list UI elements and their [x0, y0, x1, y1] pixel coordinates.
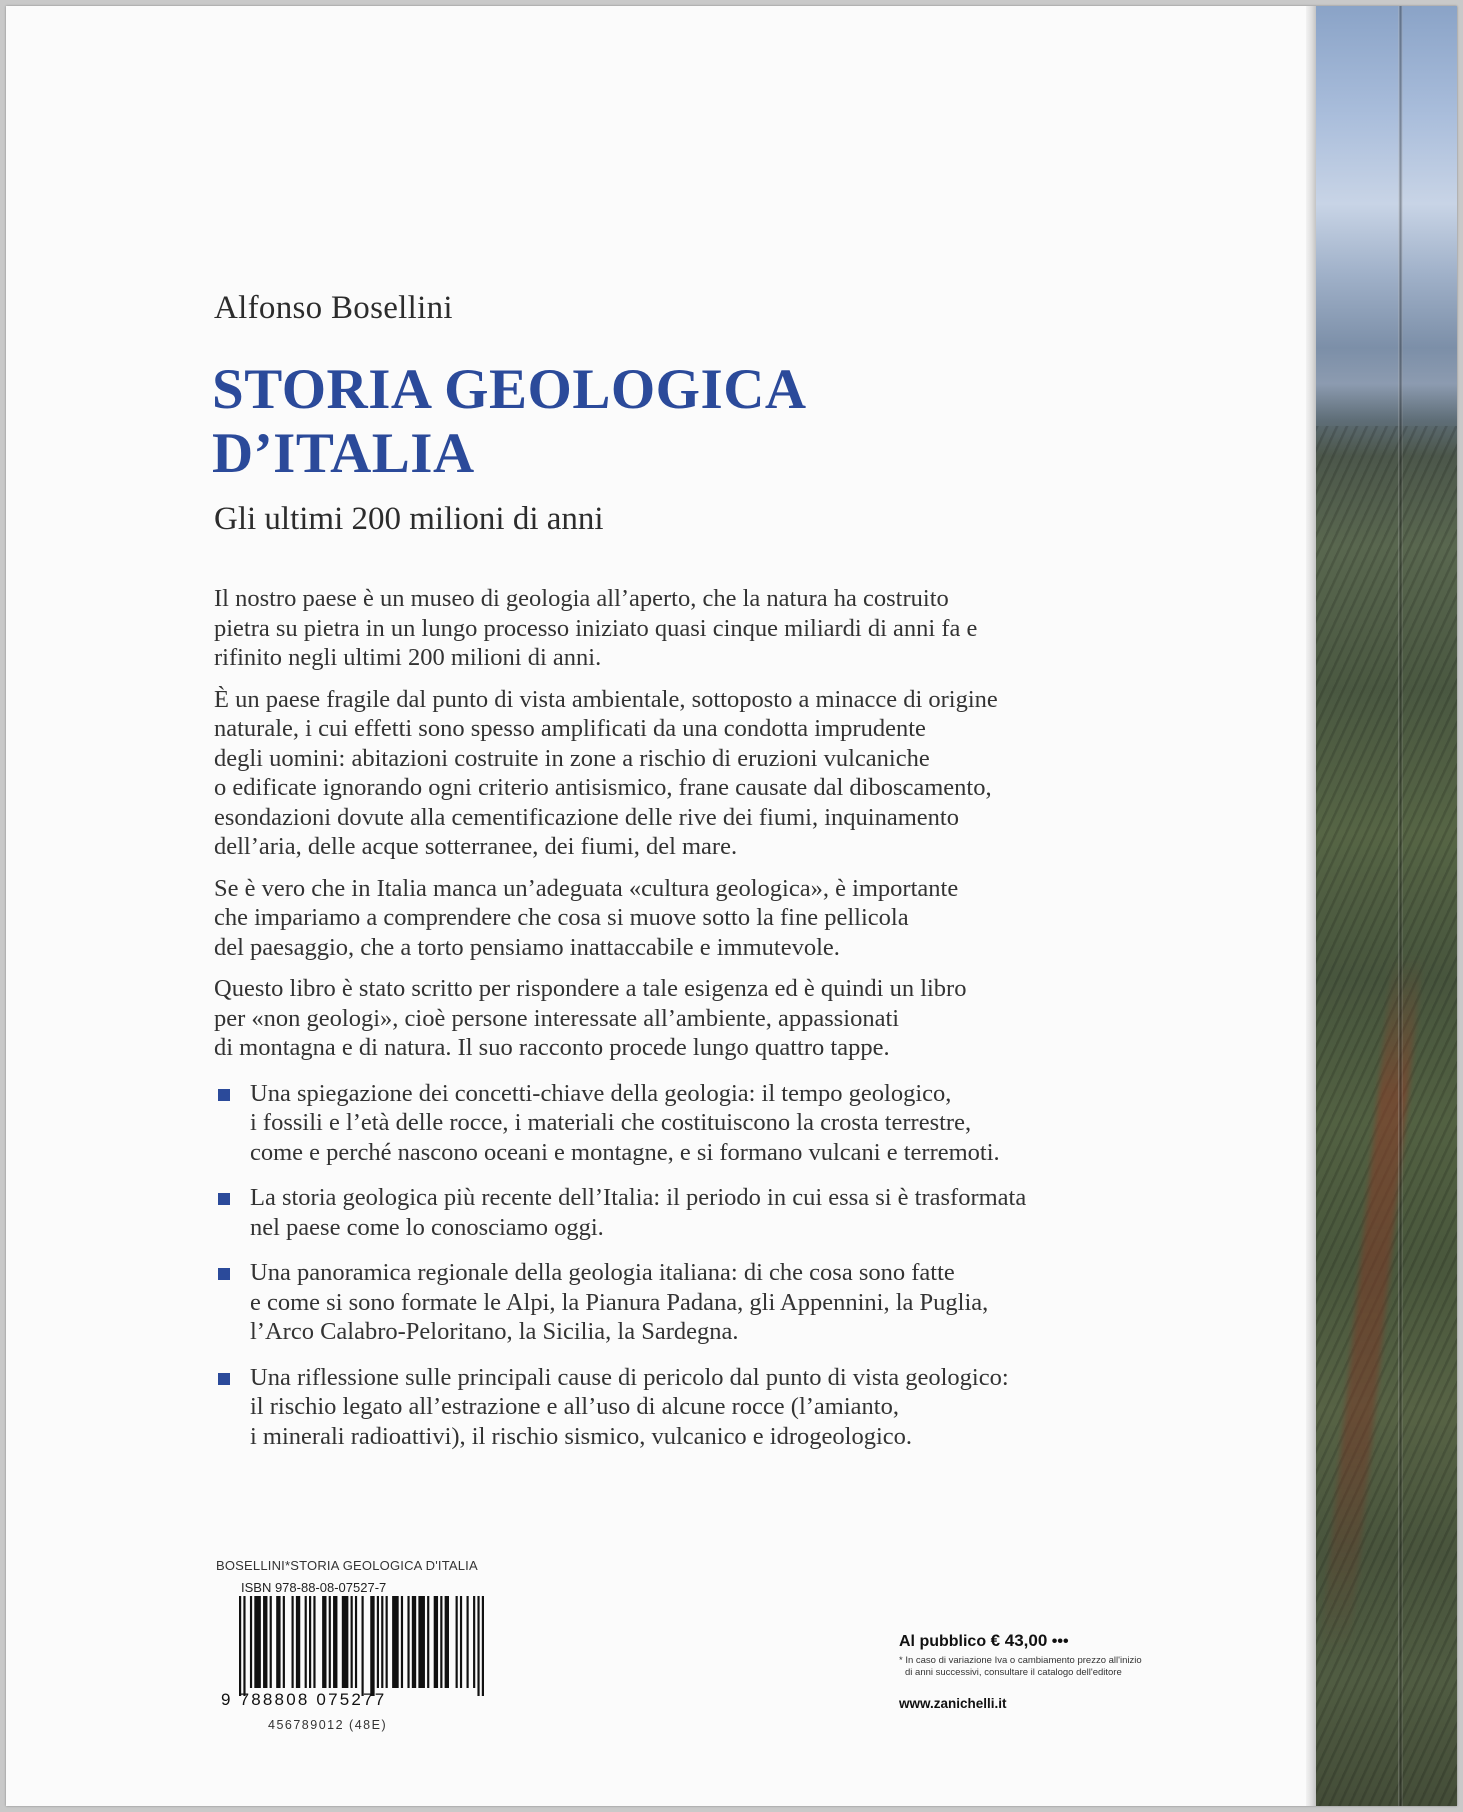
price-note-line-1: * In caso di variazione Iva o cambiamento prezzo all'inizio	[899, 1655, 1142, 1666]
text-line: che impariamo a comprendere che cosa si muove sotto la fine pellicola	[214, 904, 909, 931]
text-line: Se è vero che in Italia manca un’adeguata «cultura geologica», è importante	[214, 874, 959, 902]
text-line: È un paese fragile dal punto di vista ambientale, sottoposto a minacce di origine	[214, 685, 998, 713]
barcode-bar	[370, 1596, 374, 1696]
list-item	[214, 1363, 1084, 1452]
text-line: naturale, i cui effetti sono spesso amplificati da una condotta imprudente	[214, 715, 926, 742]
barcode-bar	[309, 1596, 311, 1688]
barcode-bar	[456, 1596, 458, 1688]
barcode-bar	[434, 1596, 438, 1688]
barcode-bar	[381, 1596, 383, 1688]
price-note-line-2: di anni successivi, consultare il catalogo dell'editore	[905, 1666, 1122, 1678]
barcode-digits: 9 788808 075277	[221, 1690, 387, 1709]
book-title-line-1: STORIA GEOLOGICA	[212, 358, 807, 421]
text-line: dell’aria, delle acque sotterranee, dei fiumi, del mare.	[214, 833, 738, 860]
barcode-bar	[276, 1596, 280, 1688]
barcode-bar	[322, 1596, 326, 1688]
book-code-label: BOSELLINI*STORIA GEOLOGICA D'ITALIA	[216, 1558, 478, 1573]
barcode-bar	[412, 1596, 416, 1688]
text-line: i fossili e l’età delle rocce, i materiali che costituiscono la crosta terrestre,	[250, 1109, 972, 1136]
barcode-bar	[418, 1596, 425, 1688]
blurb-paragraph	[214, 584, 1084, 673]
text-line: e come si sono formate le Alpi, la Pianura Padana, gli Appennini, la Puglia,	[250, 1288, 989, 1316]
barcode-bar	[254, 1596, 261, 1688]
price-amount: € 43,00	[990, 1631, 1048, 1650]
barcode-bar	[270, 1596, 272, 1688]
text-line: di montagna e di natura. Il suo racconto procede lungo quattro tappe.	[214, 1034, 890, 1061]
barcode-bar	[440, 1596, 442, 1688]
blurb-paragraph	[214, 874, 1084, 963]
barcode-bar	[333, 1596, 337, 1688]
price-marks: •••	[1051, 1633, 1069, 1650]
square-bullet-icon	[218, 1193, 230, 1205]
barcode-bar	[386, 1596, 388, 1688]
barcode-bar	[313, 1596, 315, 1688]
text-line: Il nostro paese è un museo di geologia all’aperto, che la natura ha costruito	[214, 585, 949, 612]
list-item	[214, 1079, 1084, 1168]
barcode-bar	[482, 1596, 484, 1696]
barcode-bar	[407, 1596, 409, 1688]
text-line: esondazioni dovute alla cementificazione delle rive dei fiumi, inquinamento	[214, 803, 959, 831]
barcode-bar	[401, 1596, 403, 1688]
price-label: Al pubblico	[899, 1633, 987, 1650]
book-title	[212, 358, 807, 486]
spine-landscape-photo	[1316, 6, 1457, 1806]
square-bullet-icon	[218, 1268, 230, 1280]
book-subtitle: Gli ultimi 200 milioni di anni	[214, 501, 604, 537]
list-item	[214, 1183, 1084, 1242]
blurb-paragraph	[214, 685, 1084, 862]
text-line: o edificate ignorando ogni criterio antisismico, frane causate dal diboscamento,	[214, 774, 992, 801]
text-line: degli uomini: abitazioni costruite in zone a rischio di eruzioni vulcaniche	[214, 744, 930, 772]
barcode-bar	[296, 1596, 300, 1688]
text-line: nel paese come lo conosciamo oggi.	[250, 1213, 604, 1241]
print-code: 456789012 (48E)	[268, 1718, 388, 1732]
square-bullet-icon	[218, 1089, 230, 1101]
book-title-line-2: D’ITALIA	[212, 422, 475, 485]
blurb-paragraph	[214, 974, 1084, 1063]
text-line: pietra su pietra in un lungo processo iniziato quasi cinque miliardi di anni fa e	[214, 614, 978, 642]
barcode-bar	[263, 1596, 267, 1688]
barcode-bar	[305, 1596, 307, 1688]
barcode-bar	[292, 1596, 294, 1688]
barcode-bar	[362, 1596, 364, 1696]
text-line: il rischio legato all’estrazione e all’uso di alcune rocce (l’amianto,	[250, 1393, 899, 1420]
text-line: del paesaggio, che a torto pensiamo inattaccabile e immutevole.	[214, 933, 840, 961]
text-line: per «non geologi», cioè persone interessate all’ambiente, appassionati	[214, 1004, 900, 1032]
barcode-bar	[445, 1596, 449, 1688]
barcode-bar	[427, 1596, 429, 1688]
text-line: La storia geologica più recente dell’Italia: il periodo in cui essa si è trasformata	[250, 1184, 1027, 1211]
text-line: Una panoramica regionale della geologia italiana: di che cosa sono fatte	[250, 1259, 955, 1286]
barcode-bar	[243, 1596, 245, 1696]
barcode-bar	[329, 1596, 331, 1688]
barcode-icon	[239, 1596, 484, 1696]
text-line: Una spiegazione dei concetti-chiave della geologia: il tempo geologico,	[250, 1079, 952, 1107]
text-line: i minerali radioattivi), il rischio sismico, vulcanico e idrogeologico.	[250, 1422, 913, 1450]
price-block	[899, 1631, 1142, 1711]
barcode-bar	[250, 1596, 252, 1688]
barcode-bar	[377, 1596, 379, 1688]
isbn-label: ISBN 978-88-08-07527-7	[241, 1580, 387, 1595]
price-note	[899, 1655, 1142, 1678]
text-line: come e perché nascono oceani e montagne, e si formano vulcani e terremoti.	[250, 1138, 1000, 1166]
barcode-bar	[477, 1596, 479, 1696]
contents-bullet-list	[214, 1079, 1084, 1452]
text-line: l’Arco Calabro-Peloritano, la Sicilia, la Sardegna.	[250, 1318, 739, 1345]
barcode-bar	[355, 1596, 357, 1688]
author-name: Alfonso Bosellini	[214, 290, 453, 326]
barcode-bar	[342, 1596, 349, 1688]
text-line: Una riflessione sulle principali cause di pericolo dal punto di vista geologico:	[250, 1363, 1009, 1391]
barcode-bar	[239, 1596, 241, 1696]
barcode-bar	[351, 1596, 353, 1688]
barcode-bar	[467, 1596, 469, 1688]
barcode-bar	[283, 1596, 285, 1688]
text-line: Questo libro è stato scritto per rispondere a tale esigenza ed è quindi un libro	[214, 975, 967, 1002]
barcode-bar	[473, 1596, 475, 1688]
list-item	[214, 1258, 1084, 1347]
text-line: rifinito negli ultimi 200 milioni di anni.	[214, 644, 602, 671]
spine-edge	[1398, 6, 1403, 1806]
barcode-bar	[460, 1596, 462, 1688]
publisher-website: www.zanichelli.it	[899, 1696, 1007, 1711]
barcode-bar	[392, 1596, 399, 1688]
blurb-text	[214, 584, 1084, 1467]
square-bullet-icon	[218, 1373, 230, 1385]
price-line	[899, 1631, 1142, 1651]
book-back-cover	[6, 6, 1457, 1806]
